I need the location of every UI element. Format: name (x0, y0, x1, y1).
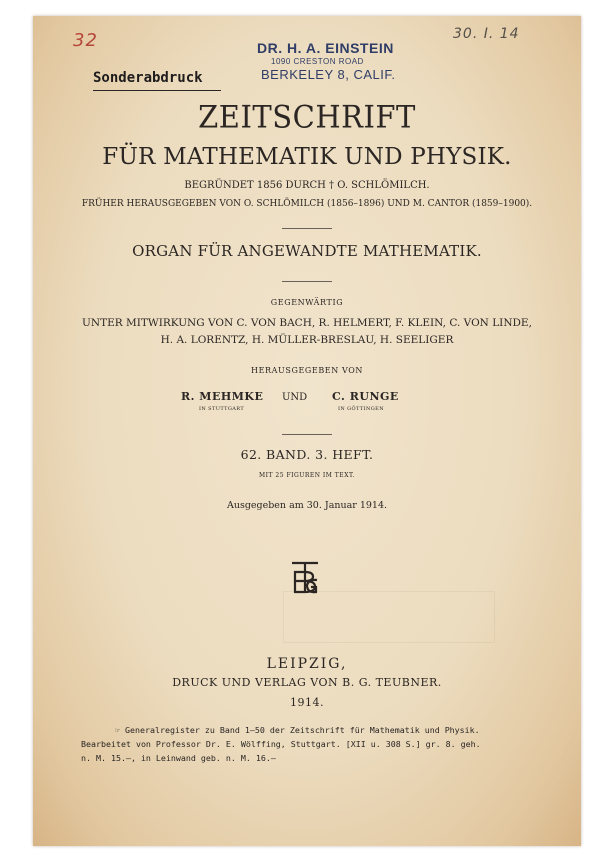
present-label: GEGENWÄRTIG (270, 298, 344, 307)
collaborators-line1: UNTER MITWIRKUNG VON C. VON BACH, R. HELMERT, F. KLEIN, C. VON LINDE, (82, 317, 532, 329)
notice-line1: Generalregister zu Band 1—50 der Zeitschrift für Mathematik und Physik. (125, 725, 480, 735)
journal-cover (33, 16, 581, 846)
organ-line: ORGAN FÜR ANGEWANDTE MATHEMATIK. (132, 242, 482, 260)
offprint-label: Sonderabdruck (93, 70, 203, 86)
editor-mehmke: R. MEHMKE (181, 390, 264, 403)
founded-line: BEGRÜNDET 1856 DURCH † O. SCHLÖMILCH. (184, 180, 430, 191)
editor-runge-location: IN GÖTTINGEN (338, 406, 384, 412)
owner-stamp (257, 41, 396, 81)
journal-title-line2: FÜR MATHEMATIK UND PHYSIK. (102, 144, 512, 170)
divider (282, 434, 332, 435)
stamp-city: BERKELEY 8, CALIF. (261, 67, 396, 82)
divider (282, 228, 332, 229)
figures-line: MIT 25 FIGUREN IM TEXT. (258, 472, 355, 479)
editor-mehmke-location: IN STUTTGART (199, 406, 245, 412)
stamp-name: DR. H. A. EINSTEIN (257, 40, 394, 56)
pencil-number: 32 (73, 30, 98, 51)
publication-year: 1914. (290, 696, 324, 709)
divider (282, 281, 332, 282)
stamp-street: 1090 CRESTON ROAD (271, 57, 364, 66)
pointing-hand-icon: ☞ (115, 725, 120, 735)
pencil-date: 30. I. 14 (453, 26, 520, 42)
issue-date-line: Ausgegeben am 30. Januar 1914. (226, 500, 388, 511)
collaborators-line2: H. A. LORENTZ, H. MÜLLER-BRESLAU, H. SEELIGER (160, 334, 454, 346)
volume-line: 62. BAND. 3. HEFT. (240, 447, 374, 462)
general-register-notice (81, 723, 561, 765)
notice-line2: Bearbeitet von Professor Dr. E. Wölffing, Stuttgart. [XII u. 308 S.] gr. 8. geh. (81, 739, 481, 749)
editors-label: HERAUSGEGEBEN VON (251, 366, 363, 375)
editor-runge: C. RUNGE (332, 390, 399, 403)
and-word: UND (282, 392, 308, 403)
notice-line3: n. M. 15.—, in Leinwand geb. n. M. 16.— (81, 753, 276, 763)
journal-title-line1: ZEITSCHRIFT (198, 99, 416, 135)
show-through-box (283, 591, 495, 643)
offprint-underline (93, 90, 221, 91)
publisher-city: LEIPZIG, (266, 656, 348, 672)
publisher-press: DRUCK UND VERLAG VON B. G. TEUBNER. (172, 676, 442, 689)
teubner-logo-icon (287, 560, 323, 596)
former-editors-line: FRÜHER HERAUSGEGEBEN VON O. SCHLÖMILCH (1856–1896) UND M. CANTOR (1859–1900). (81, 199, 533, 209)
